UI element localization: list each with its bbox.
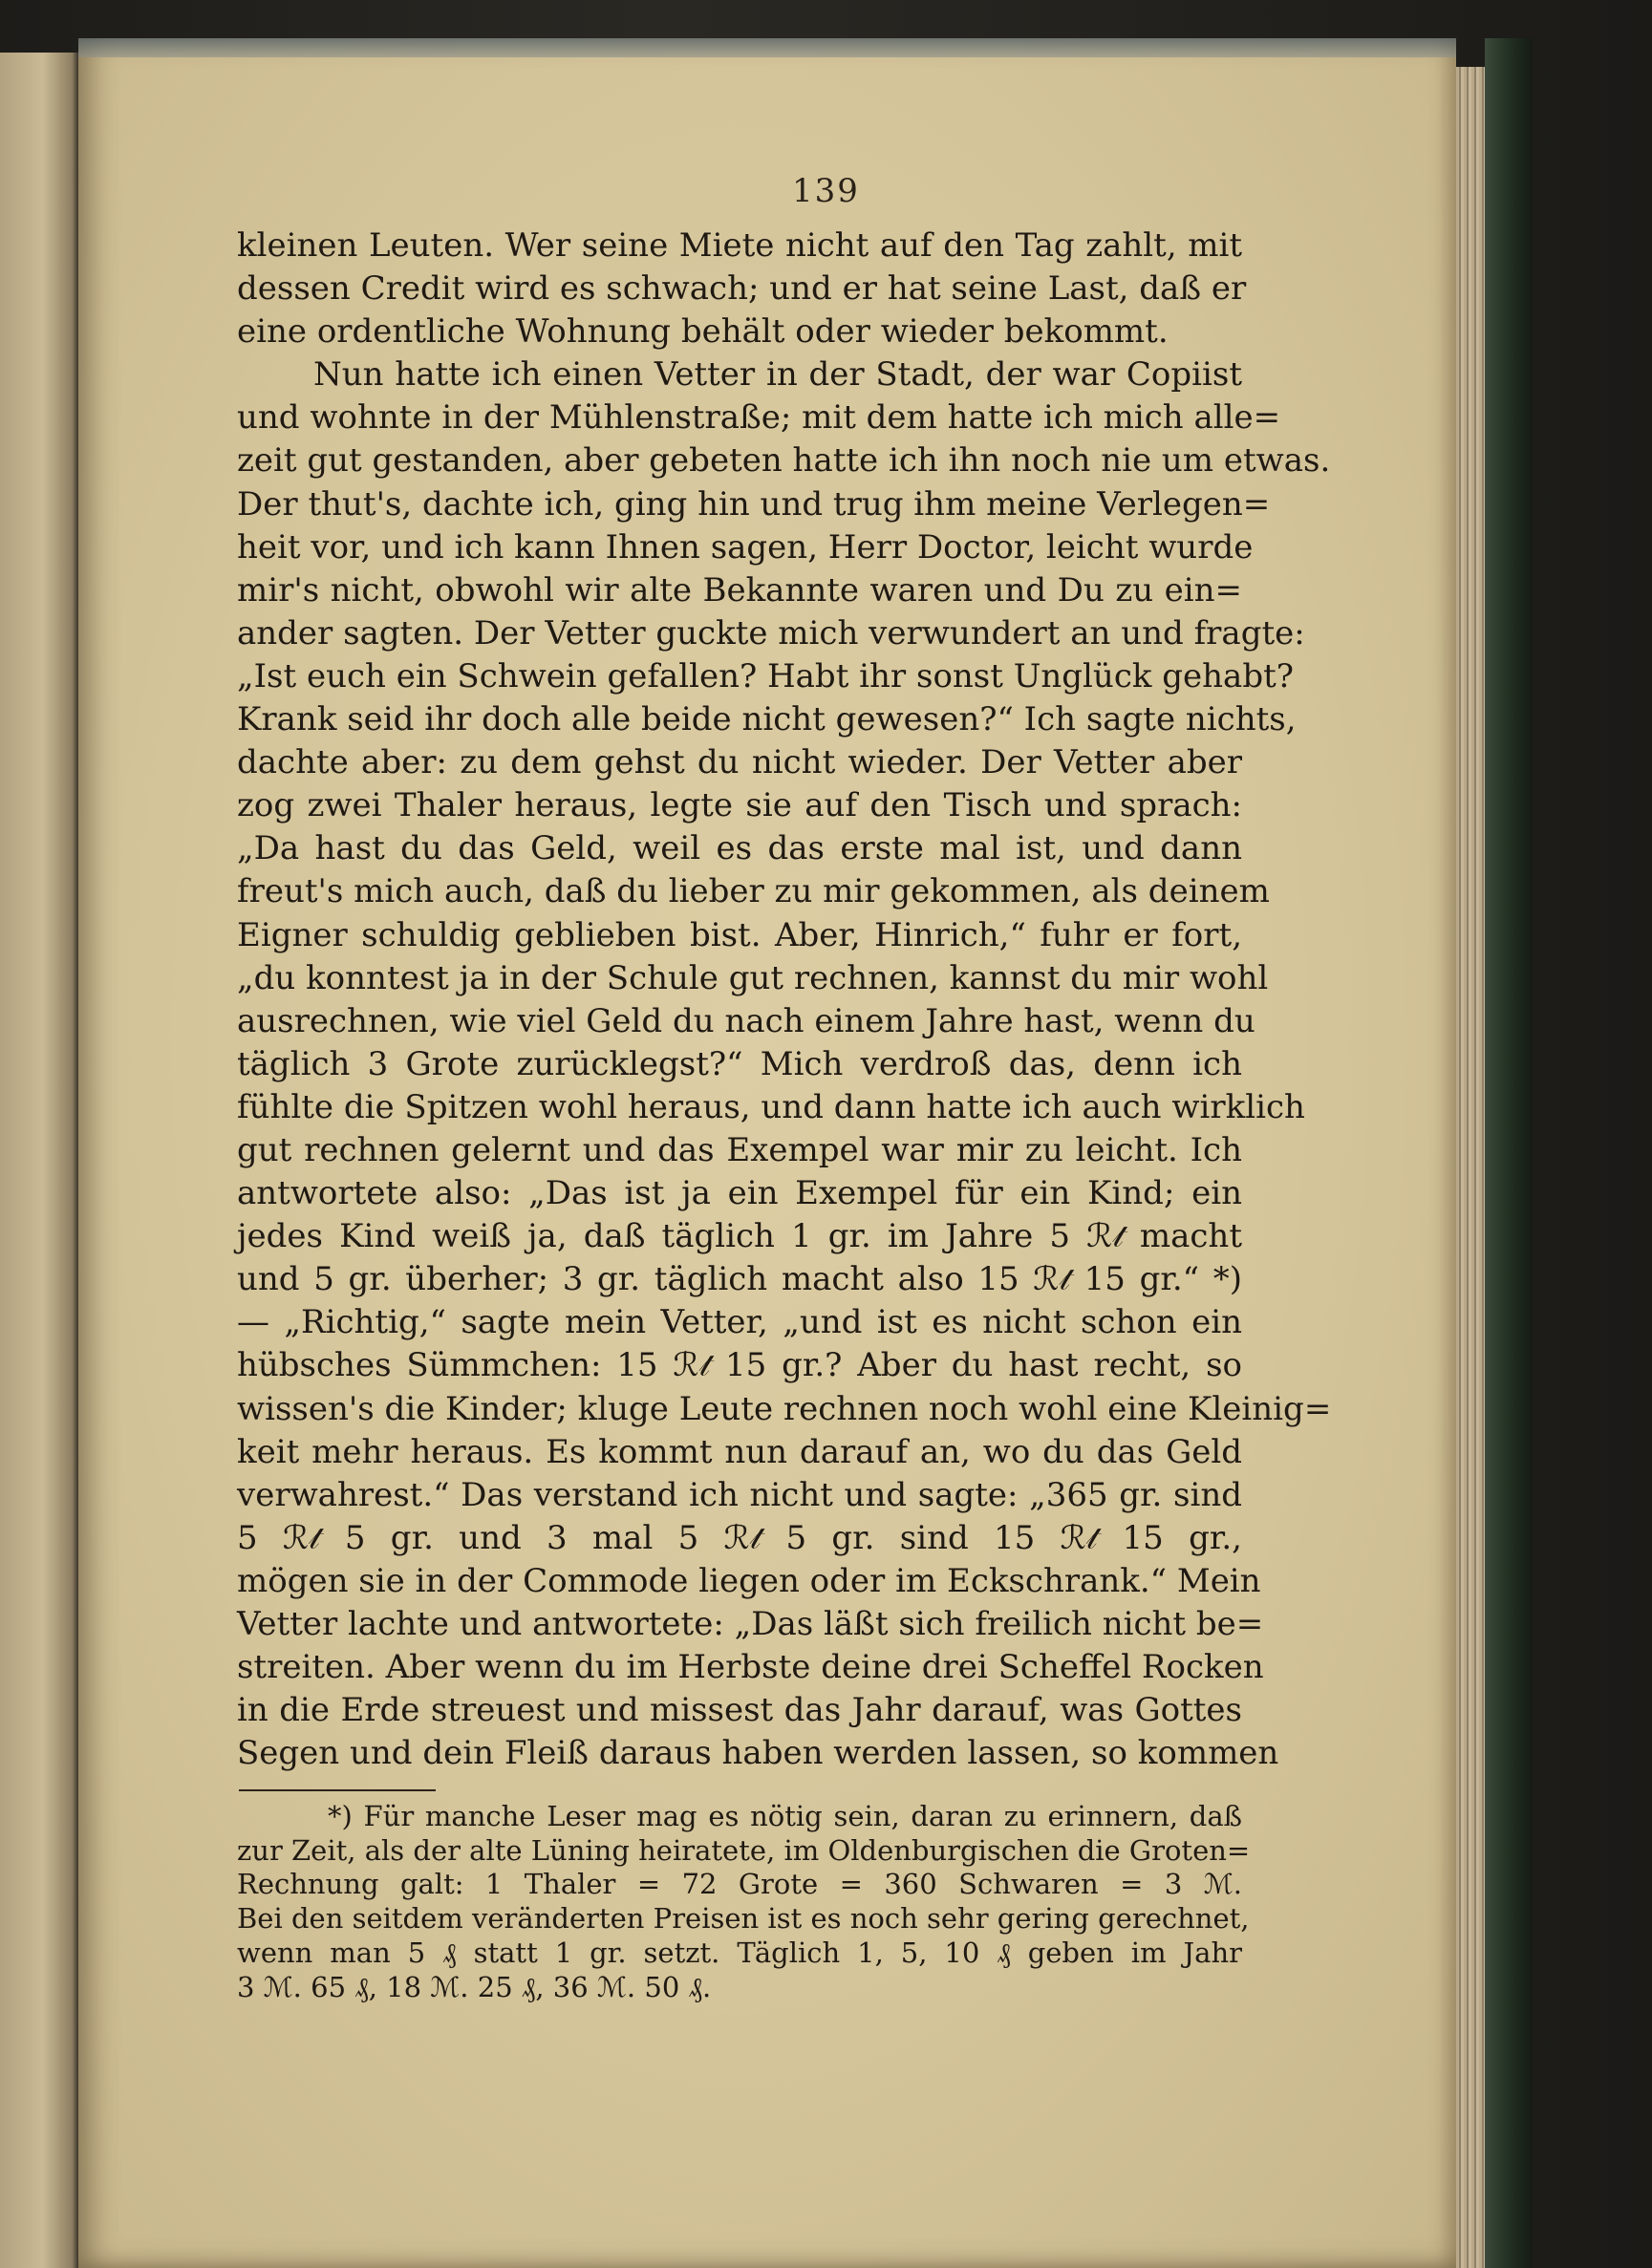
text-line: Der thut's, dachte ich, ging hin und trug ihm meine Verlegen= <box>237 484 1271 524</box>
text-line: ander sagten. Der Vetter guckte mich verwundert an und fragte: <box>237 613 1305 653</box>
text-line: „du konntest ja in der Schule gut rechnen, kannst du mir wohl <box>237 958 1269 997</box>
text-line: keit mehr heraus. Es kommt nun darauf an, wo du das Geld <box>237 1432 1242 1471</box>
text-line: Krank seid ihr doch alle beide nicht gewesen?“ Ich sagte nichts, <box>237 700 1297 739</box>
footnote-line: Rechnung galt: 1 Thaler = 72 Grote = 360 Schwaren = 3 ℳ. <box>237 1868 1242 1901</box>
text-line: 5 ℛ𝓉 5 gr. und 3 mal 5 ℛ𝓉 5 gr. sind 15 ℛ𝓉 15 gr., <box>237 1518 1242 1557</box>
text-line: Vetter lachte und antwortete: „Das läßt sich freilich nicht be= <box>237 1605 1264 1643</box>
footnote-line: 3 ℳ. 65 ₰, 18 ℳ. 25 ₰, 36 ℳ. 50 ₰. <box>237 1970 712 2003</box>
page-stack-edge <box>1456 67 1485 2268</box>
text-line: antwortete also: „Das ist ja ein Exempel für ein Kind; ein <box>237 1174 1242 1213</box>
text-line: — „Richtig,“ sagte mein Vetter, „und ist es nicht schon ein <box>237 1303 1242 1342</box>
text-line: gut rechnen gelernt und das Exempel war mir zu leicht. Ich <box>237 1130 1242 1169</box>
text-line: mögen sie in der Commode liegen oder im Eckschrank.“ Mein <box>237 1561 1261 1600</box>
text-line: freut's mich auch, daß du lieber zu mir gekommen, als deinem <box>237 872 1270 911</box>
footnote-line: *) Für manche Leser mag es nötig sein, daran zu erinnern, daß <box>328 1800 1242 1832</box>
text-line: eine ordentliche Wohnung behält oder wieder bekommt. <box>237 312 1169 352</box>
text-line: verwahrest.“ Das verstand ich nicht und sagte: „365 gr. sind <box>237 1475 1242 1514</box>
text-line: fühlte die Spitzen wohl heraus, und dann hatte ich auch wirklich <box>237 1087 1305 1126</box>
text-line: jedes Kind weiß ja, daß täglich 1 gr. im Jahre 5 ℛ𝓉 macht <box>237 1217 1242 1256</box>
text-line: und 5 gr. überher; 3 gr. täglich macht also 15 ℛ𝓉 15 gr.“ *) <box>237 1260 1242 1299</box>
text-line: „Da hast du das Geld, weil es das erste mal ist, und dann <box>237 829 1242 868</box>
text-line: dessen Credit wird es schwach; und er hat seine Last, daß er <box>237 269 1247 309</box>
footnote-line: Bei den seitdem veränderten Preisen ist es noch sehr gering gerechnet, <box>237 1902 1250 1936</box>
text-line: Segen und dein Fleiß daraus haben werden lassen, so kommen <box>237 1734 1279 1773</box>
text-line: täglich 3 Grote zurücklegst?“ Mich verdroß das, denn ich <box>237 1044 1242 1083</box>
book-cover-edge <box>1485 38 1533 2268</box>
text-line: heit vor, und ich kann Ihnen sagen, Herr Doctor, leicht wurde <box>237 527 1254 567</box>
text-line: zeit gut gestanden, aber gebeten hatte ich ihn noch nie um etwas. <box>237 441 1331 481</box>
text-line: in die Erde streuest und missest das Jahr darauf, was Gottes <box>237 1691 1242 1730</box>
text-line: wissen's die Kinder; kluge Leute rechnen noch wohl eine Kleinig= <box>237 1389 1332 1428</box>
footnote <box>237 1800 1251 2004</box>
page-number: 139 <box>792 172 860 210</box>
text-line: hübsches Sümmchen: 15 ℛ𝓉 15 gr.? Aber du hast recht, so <box>237 1346 1242 1385</box>
text-line: und wohnte in der Mühlenstraße; mit dem hatte ich mich alle= <box>237 398 1281 438</box>
body-text <box>237 225 1332 1775</box>
text-line: dachte aber: zu dem gehst du nicht wieder. Der Vetter aber <box>237 743 1242 782</box>
text-line: streiten. Aber wenn du im Herbste deine drei Scheffel Rocken <box>237 1648 1264 1687</box>
footnote-line: wenn man 5 ₰ statt 1 gr. setzt. Täglich 1, 5, 10 ₰ geben im Jahr <box>237 1936 1242 1969</box>
text-line: kleinen Leuten. Wer seine Miete nicht auf den Tag zahlt, mit <box>237 226 1242 265</box>
previous-page-edge <box>0 53 78 2268</box>
footnote-line: zur Zeit, als der alte Lüning heiratete, im Oldenburgischen die Groten= <box>237 1833 1251 1867</box>
text-line: zog zwei Thaler heraus, legte sie auf den Tisch und sprach: <box>237 786 1242 825</box>
page-top-strip <box>78 38 1456 57</box>
text-line: Nun hatte ich einen Vetter in der Stadt, der war Copiist <box>313 355 1242 395</box>
text-line: ausrechnen, wie viel Geld du nach einem Jahre hast, wenn du <box>237 1001 1255 1040</box>
footnote-rule <box>239 1789 436 1791</box>
text-line: „Ist euch ein Schwein gefallen? Habt ihr sonst Unglück gehabt? <box>237 656 1294 695</box>
text-line: Eigner schuldig geblieben bist. Aber, Hinrich,“ fuhr er fort, <box>237 915 1242 954</box>
text-line: mir's nicht, obwohl wir alte Bekannte waren und Du zu ein= <box>237 570 1242 610</box>
